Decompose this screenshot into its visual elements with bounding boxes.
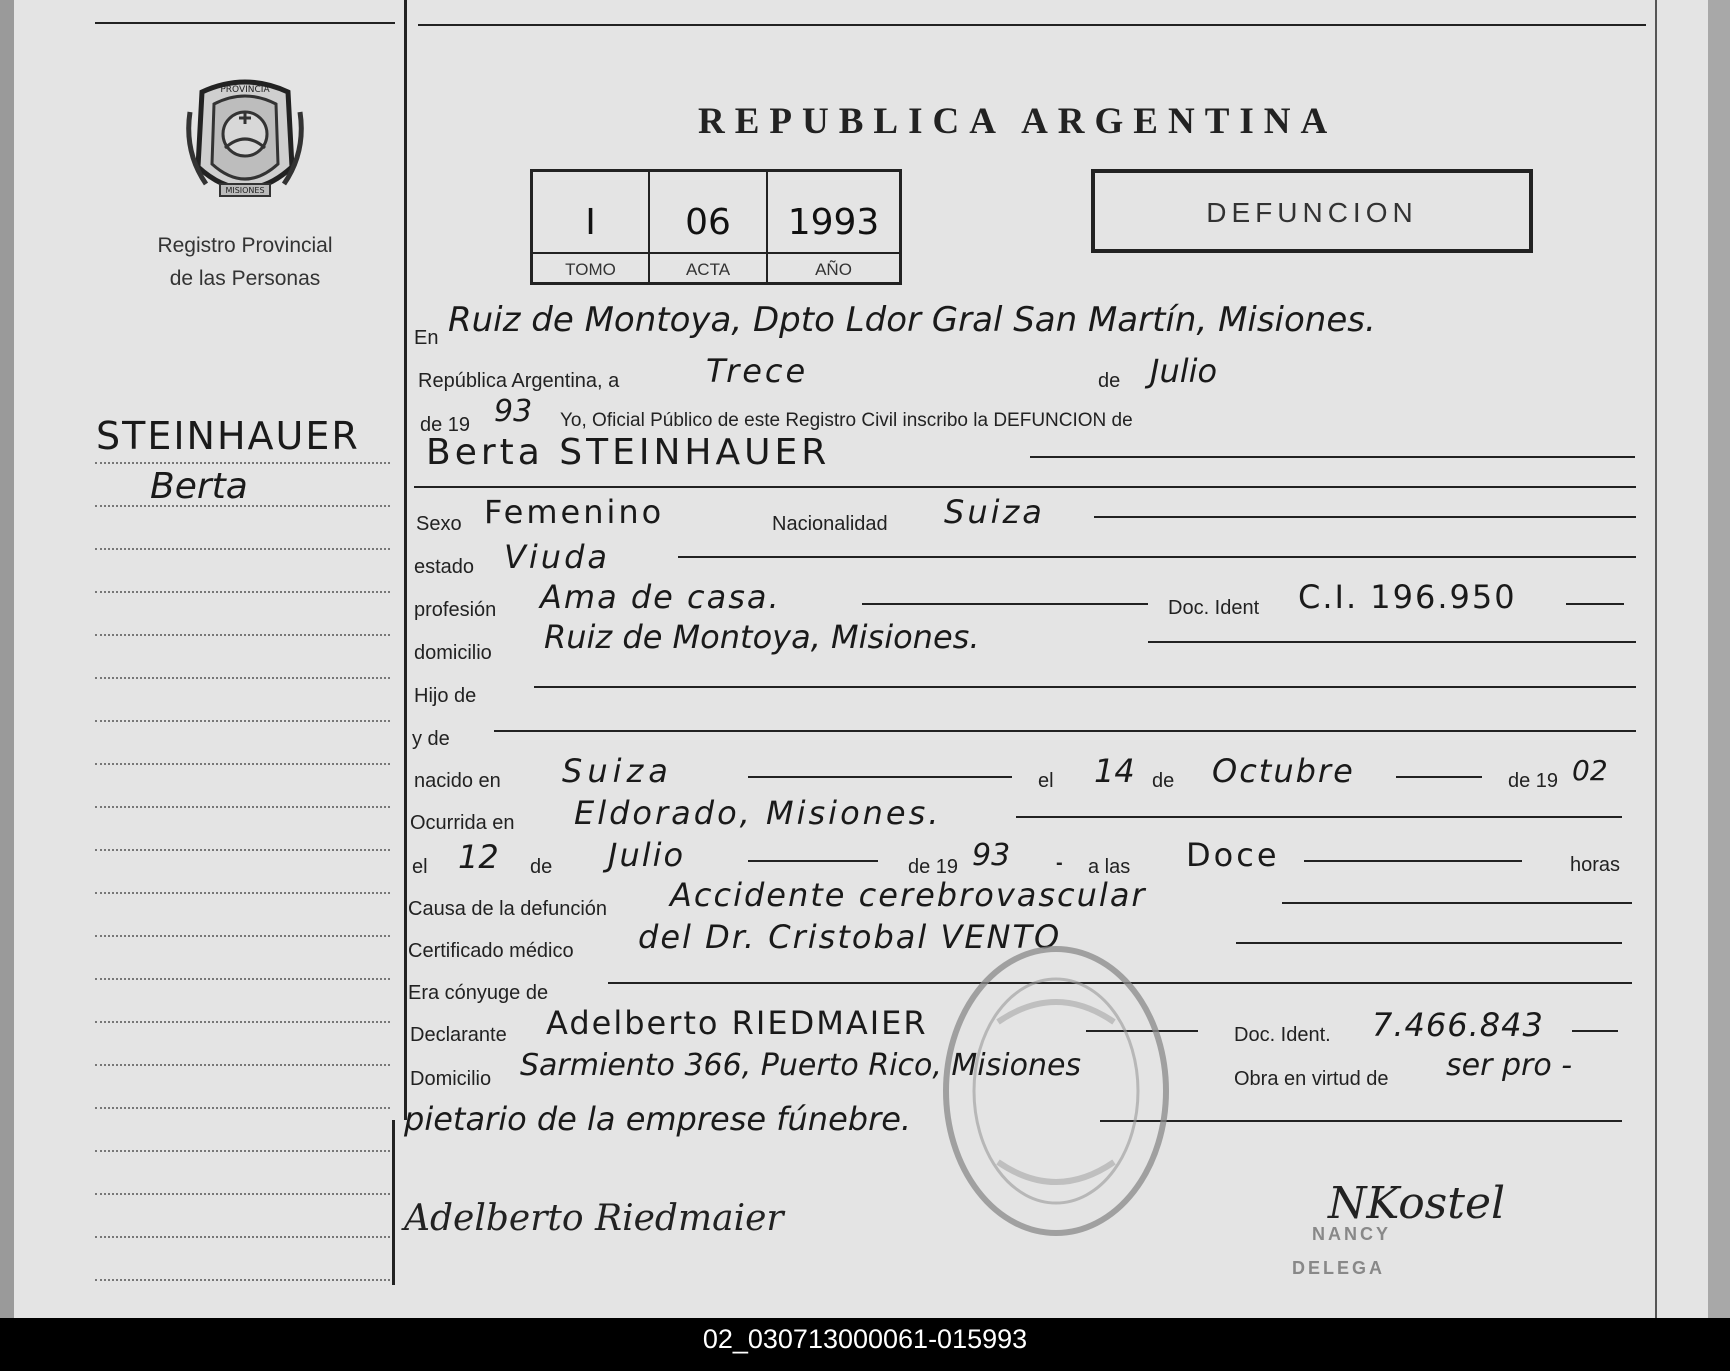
acta-value: 06 xyxy=(685,202,731,243)
nacionalidad-rule xyxy=(1094,516,1636,518)
republica-month: Julio xyxy=(1150,352,1218,390)
obra-continuation: pietario de la emprese fúnebre. xyxy=(404,1100,912,1138)
a-las-value: Doce xyxy=(1186,836,1280,874)
decl-domicilio-label: Domicilio xyxy=(410,1068,492,1090)
profesion-rule xyxy=(862,603,1148,605)
nacido-en-rule xyxy=(748,776,1012,778)
a-las-label: a las xyxy=(1088,856,1131,878)
official-statement: Yo, Oficial Público de este Registro Civil inscribo la DEFUNCION de xyxy=(560,410,1133,431)
hijo-de-label: Hijo de xyxy=(414,685,477,707)
nacido-el-label: el xyxy=(1038,770,1054,792)
page-left-edge xyxy=(0,0,14,1318)
y-de-label: y de xyxy=(412,728,450,750)
official-stamp-line1: NANCY xyxy=(1312,1224,1392,1244)
acta-cell xyxy=(650,172,768,282)
top-rule-left xyxy=(95,22,395,24)
registry-caption-line1: Registro Provincial xyxy=(157,234,333,257)
page-right-edge xyxy=(1708,0,1730,1318)
ocurrida-el-value: 12 xyxy=(458,838,499,876)
acta-label: ACTA xyxy=(685,260,731,279)
obra-label: Obra en virtud de xyxy=(1234,1068,1389,1090)
right-border xyxy=(1655,0,1657,1318)
hijo-de-rule xyxy=(534,686,1636,688)
domicilio-label: domicilio xyxy=(414,642,492,664)
estado-value: Viuda xyxy=(504,538,610,576)
declarante-label: Declarante xyxy=(410,1024,507,1046)
doc-ident-label: Doc. Ident xyxy=(1168,597,1260,619)
nacido-de-label: de xyxy=(1152,770,1175,792)
anio-value: 1993 xyxy=(787,202,880,243)
year-suffix: 93 xyxy=(494,394,533,429)
deceased-name: Berta STEINHAUER xyxy=(426,432,831,473)
nacionalidad-value: Suiza xyxy=(944,493,1045,531)
margin-divider xyxy=(404,0,407,1120)
official-seal-icon xyxy=(938,942,1174,1240)
ocurrida-de-label: de xyxy=(530,856,553,878)
causa-label: Causa de la defunción xyxy=(408,898,608,920)
certificado-label: Certificado médico xyxy=(408,940,574,962)
causa-rule xyxy=(1282,902,1632,904)
republica-label: República Argentina, a xyxy=(418,370,620,392)
anio-cell xyxy=(768,172,899,282)
act-type-label: DEFUNCION xyxy=(1206,197,1418,228)
ocurrida-en-rule xyxy=(1016,816,1622,818)
record-number-table xyxy=(530,169,902,285)
act-type-box xyxy=(1091,169,1533,253)
doc-ident-rule xyxy=(1566,603,1624,605)
domicilio-value: Ruiz de Montoya, Misiones. xyxy=(544,618,980,656)
a-las-rule xyxy=(1304,860,1522,862)
tomo-cell xyxy=(533,172,650,282)
emblem-bottom-text: MISIONES xyxy=(225,186,265,195)
y-de-rule xyxy=(494,730,1636,732)
ocurrida-en-value: Eldorado, Misiones. xyxy=(574,794,942,832)
margin-given-name: Berta xyxy=(150,466,248,507)
declarante-value: Adelberto RIEDMAIER xyxy=(546,1004,928,1042)
country-title: REPUBLICA ARGENTINA xyxy=(698,101,1338,142)
nacido-el-value: 14 xyxy=(1094,752,1135,790)
ocurrida-en-label: Ocurrida en xyxy=(410,812,515,834)
nacido-anio-value: 02 xyxy=(1572,754,1608,787)
tomo-label: TOMO xyxy=(565,260,616,279)
provincial-emblem-icon xyxy=(180,72,310,210)
estado-label: estado xyxy=(414,556,475,578)
obra-value: ser pro - xyxy=(1446,1048,1573,1083)
table-divider xyxy=(533,252,899,254)
tomo-value: I xyxy=(585,202,596,243)
nacionalidad-label: Nacionalidad xyxy=(772,513,888,535)
ocurrida-anio-label: de 19 xyxy=(908,856,959,878)
registry-caption-line2: de las Personas xyxy=(169,267,321,290)
margin-divider-lower xyxy=(392,1120,395,1285)
nacido-de-rule xyxy=(1396,776,1482,778)
ocurrida-anio-value: 93 xyxy=(972,838,1011,873)
top-rule-right xyxy=(418,24,1646,26)
decl-doc-label: Doc. Ident. xyxy=(1234,1024,1331,1046)
ocurrida-de-value: Julio xyxy=(608,836,686,874)
sexo-value: Femenino xyxy=(484,493,665,531)
deceased-name-rule xyxy=(1030,456,1635,458)
file-id-footer: 02_030713000061-015993 xyxy=(702,1324,1028,1354)
year-prefix-label: de 19 xyxy=(420,414,471,436)
anio-label: AÑO xyxy=(815,260,852,279)
dash-separator: - xyxy=(1056,852,1063,874)
decl-doc-value: 7.466.843 xyxy=(1372,1006,1544,1044)
nacido-en-value: Suiza xyxy=(562,752,673,790)
en-label: En xyxy=(414,327,439,349)
registry-caption xyxy=(110,229,380,295)
en-value: Ruiz de Montoya, Dpto Ldor Gral San Martín, Misiones. xyxy=(448,300,1376,340)
ocurrida-el-label: el xyxy=(412,856,428,878)
obra-continuation-rule xyxy=(1100,1120,1622,1122)
profesion-label: profesión xyxy=(414,599,497,621)
decl-domicilio-value: Sarmiento 366, Puerto Rico, Misiones xyxy=(520,1048,1082,1083)
sexo-label: Sexo xyxy=(416,513,462,535)
republica-day: Trece xyxy=(706,352,809,390)
decl-doc-rule xyxy=(1572,1030,1618,1032)
declarant-signature: Adelberto Riedmaier xyxy=(404,1198,784,1239)
causa-value: Accidente cerebrovascular xyxy=(670,876,1147,914)
official-stamp-line2: DELEGA xyxy=(1292,1258,1386,1278)
republica-de-label: de xyxy=(1098,370,1121,392)
nacido-en-label: nacido en xyxy=(414,770,501,792)
emblem-top-text: PROVINCIA xyxy=(220,85,270,95)
nacido-de-value: Octubre xyxy=(1212,752,1355,790)
horas-label: horas xyxy=(1570,854,1621,876)
official-signature: NKostel xyxy=(1328,1178,1506,1229)
doc-ident-value: C.I. 196.950 xyxy=(1298,578,1517,616)
domicilio-rule xyxy=(1148,641,1636,643)
certificado-value: del Dr. Cristobal VENTO xyxy=(638,918,1062,956)
certificado-rule xyxy=(1236,942,1622,944)
conyuge-label: Era cónyuge de xyxy=(408,982,549,1004)
estado-rule xyxy=(678,556,1636,558)
profesion-value: Ama de casa. xyxy=(540,578,781,616)
deceased-name-rule-2 xyxy=(414,486,1636,488)
nacido-anio-label: de 19 xyxy=(1508,770,1559,792)
ocurrida-de-rule xyxy=(748,860,878,862)
margin-surname: STEINHAUER xyxy=(96,414,360,458)
